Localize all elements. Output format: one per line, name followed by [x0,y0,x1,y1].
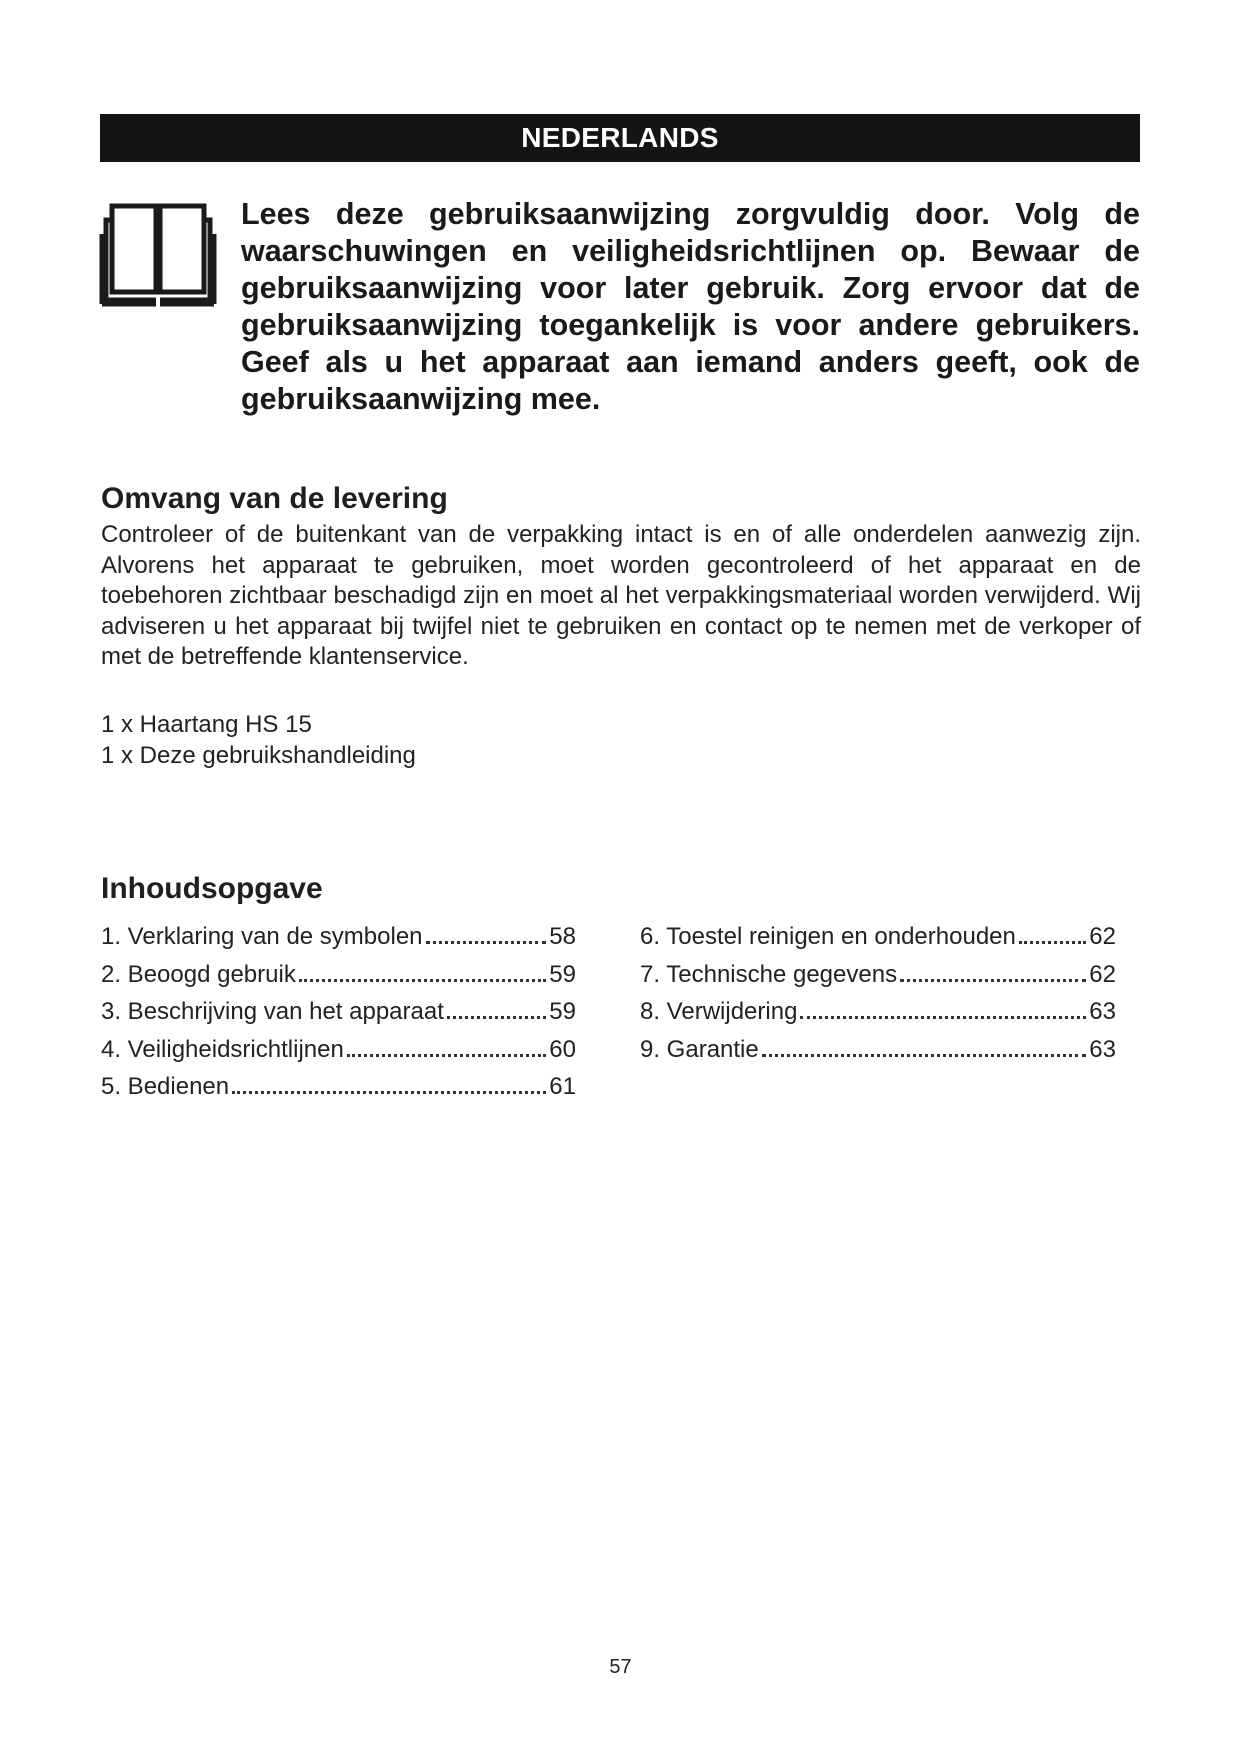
toc-entry-label: 3. Beschrijving van het apparaat [101,998,444,1025]
page-number: 57 [609,1656,632,1678]
toc-entry-page: 58 [549,923,576,950]
delivery-items-list [101,710,416,771]
delivery-section-title: Omvang van de levering [101,482,448,515]
toc-entry[interactable] [640,998,1116,1036]
language-banner: NEDERLANDS [100,114,1140,162]
toc-entry-label: 5. Bedienen [101,1073,230,1100]
toc-entry-page: 63 [1089,998,1116,1025]
toc-entry[interactable] [640,1036,1116,1074]
toc-entry[interactable] [101,923,576,961]
toc-entry-page: 60 [549,1035,576,1063]
toc-entry-page: 62 [1089,960,1116,988]
toc-left-column [101,923,576,1111]
toc-entry-label: 7. Technische gegevens [640,960,898,988]
toc-right-column [640,923,1116,1073]
toc-entry[interactable] [101,998,576,1036]
open-book-icon [98,200,218,310]
toc-leader-dots [762,1037,1087,1057]
toc-entry-label: 6. Toestel reinigen en onderhouden [640,923,1016,950]
toc-leader-dots [426,924,547,944]
intro-warning-text: Lees deze gebruiksaanwijzing zorgvuldig door. Volg de waarschuwingen en veiligheidsrichtlijnen op. Bewaar de gebruiksaanwijzing voor later gebruik. Zorg ervoor dat de gebruiksaanwijzing toegankelijk is voor andere gebruikers. Geef als u het apparaat aan iemand anders geeft, ook de gebruiksaanwijzing mee. [241,197,1140,416]
toc-entry-label: 8. Verwijdering [640,998,798,1025]
toc-leader-dots [447,999,546,1019]
toc-entry-page: 59 [549,998,576,1025]
delivery-item: 1 x Haartang HS 15 [101,711,312,738]
toc-entry-label: 2. Beoogd gebruik [101,960,296,988]
toc-entry-page: 62 [1089,923,1116,950]
toc-entry[interactable] [640,923,1116,961]
toc-entry[interactable] [640,961,1116,999]
delivery-paragraph: Controleer of de buitenkant van de verpakking intact is en of alle onderdelen aanwezig zijn. Alvorens het apparaat te gebruiken, moet worden gecontroleerd of het apparaat en de toebehoren zichtbaar beschadigd zijn en moet al het verpakkingsmateriaal worden verwijderd. Wij adviseren u het apparaat bij twijfel niet te gebruiken en contact op te nemen met de verkoper of met de betreffende klantenservice. [101,521,1141,670]
toc-leader-dots [347,1037,546,1057]
toc-leader-dots [232,1074,546,1094]
toc-leader-dots [900,962,1086,982]
toc-entry-page: 61 [549,1073,576,1100]
delivery-item: 1 x Deze gebruikshandleiding [101,741,416,769]
toc-leader-dots [299,962,546,982]
toc-entry[interactable] [101,1036,576,1074]
toc-entry-page: 59 [549,960,576,988]
toc-entry-page: 63 [1089,1035,1116,1063]
toc-entry[interactable] [101,961,576,999]
contents-section-title: Inhoudsopgave [101,872,323,905]
toc-leader-dots [1019,924,1086,944]
toc-leader-dots [800,999,1086,1019]
toc-entry-label: 1. Verklaring van de symbolen [101,923,423,950]
toc-entry[interactable] [101,1073,576,1111]
toc-entry-label: 4. Veiligheidsrichtlijnen [101,1035,344,1063]
toc-entry-label: 9. Garantie [640,1035,759,1063]
